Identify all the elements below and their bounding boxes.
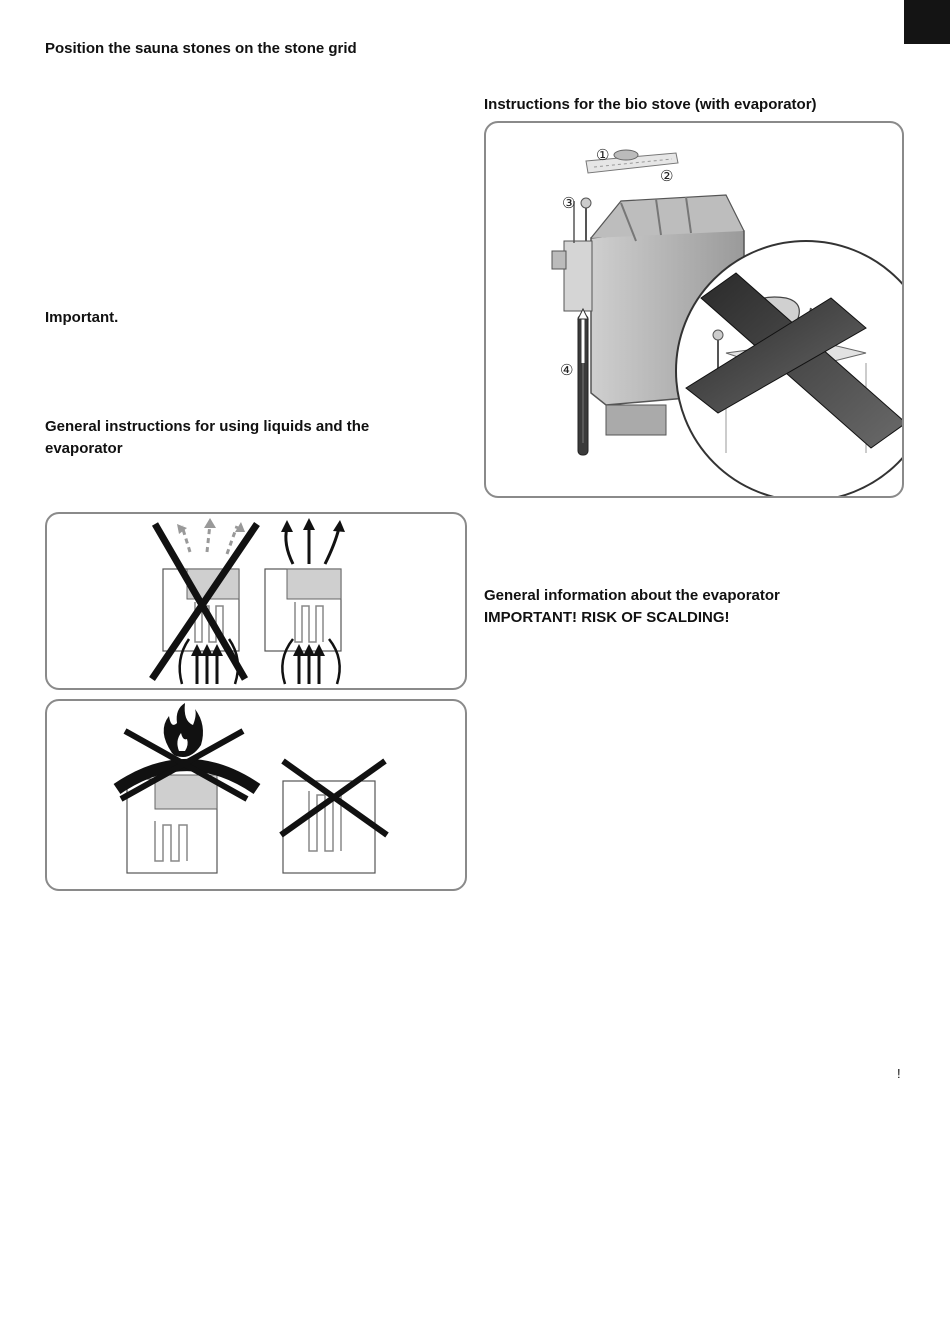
heading-important: Important. — [45, 309, 119, 326]
heading-scalding-warning: IMPORTANT! RISK OF SCALDING! — [484, 609, 730, 626]
heading-evaporator-info: General information about the evaporator — [484, 587, 780, 604]
heading-liquids — [45, 416, 369, 460]
figure-fire-hazard — [45, 699, 467, 891]
evaporator-bowl-shape — [614, 150, 638, 160]
heading-liquids-line2: evaporator — [45, 440, 123, 457]
figure-bio-stove — [484, 121, 904, 498]
label-part-2: ② — [660, 167, 674, 185]
label-part-4: ④ — [560, 361, 574, 379]
heading-stones: Position the sauna stones on the stone grid — [45, 40, 357, 57]
footnote-mark: ! — [897, 1066, 901, 1081]
heading-liquids-line1: General instructions for using liquids and the — [45, 418, 370, 435]
figure-airflow — [45, 512, 467, 690]
label-part-1: ① — [596, 146, 610, 164]
heading-bio-stove: Instructions for the bio stove (with evaporator) — [484, 96, 817, 113]
page-tab-marker — [904, 0, 950, 44]
fire-hazard-illustration — [47, 701, 467, 891]
bio-stove-illustration — [486, 123, 904, 498]
label-part-3: ③ — [562, 194, 576, 212]
airflow-illustration — [47, 514, 467, 690]
